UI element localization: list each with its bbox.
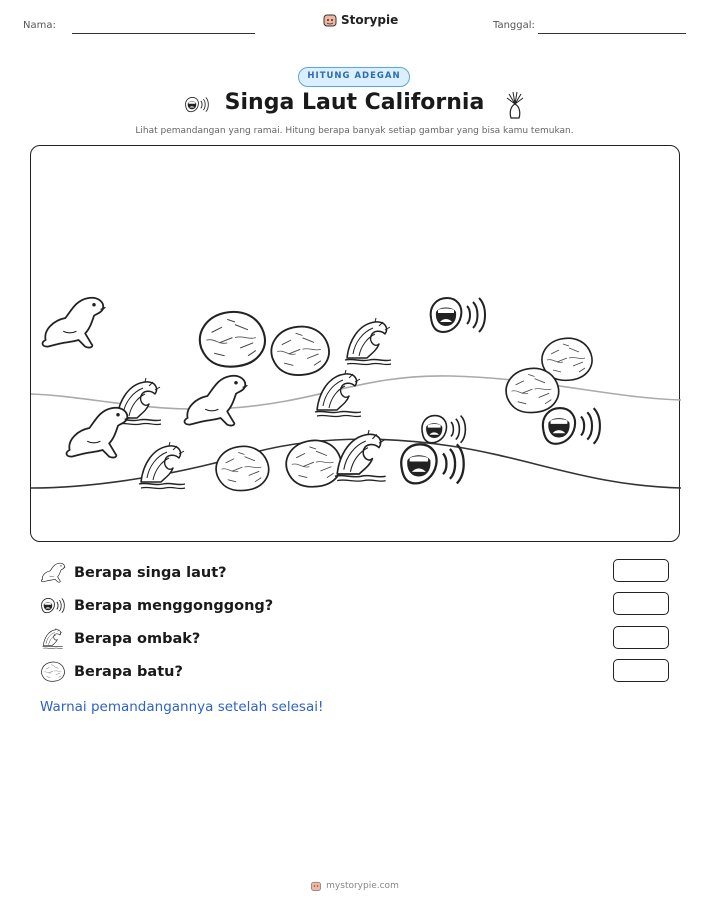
rock-icon — [40, 661, 66, 683]
answer-box-barks[interactable] — [613, 592, 669, 615]
question-waves — [40, 627, 200, 651]
instructions: Lihat pemandangan yang ramai. Hitung berapa banyak setiap gambar yang bisa kamu temukan. — [135, 126, 574, 136]
sea-lion — [185, 376, 247, 426]
sea-anemone-icon — [505, 90, 525, 120]
date-label: Tanggal: — [493, 20, 535, 31]
storypie-logo-icon — [310, 880, 322, 892]
wave — [315, 370, 361, 417]
rock — [271, 327, 329, 375]
sea-lion — [67, 408, 129, 458]
brand-name: Storypie — [341, 13, 399, 27]
question-text: Berapa menggonggong? — [74, 598, 274, 614]
question-text: Berapa singa laut? — [74, 565, 227, 581]
counting-scene — [30, 145, 680, 542]
bark — [431, 298, 485, 332]
answer-box-waves[interactable] — [613, 626, 669, 649]
question-text: Berapa ombak? — [74, 631, 201, 647]
sea-lion — [43, 298, 105, 348]
question-text: Berapa batu? — [74, 664, 183, 680]
wave — [345, 318, 391, 365]
date-field[interactable] — [538, 33, 686, 34]
footer-url: mystorypie.com — [326, 881, 399, 891]
bark — [401, 444, 463, 483]
coloring-note: Warnai pemandangannya setelah selesai! — [40, 699, 324, 715]
rock — [286, 440, 341, 486]
answer-box-sea-lions[interactable] — [613, 559, 669, 582]
question-sea-lions — [40, 561, 227, 585]
question-barks — [40, 594, 273, 618]
bark — [422, 416, 465, 443]
rock — [506, 368, 559, 412]
bark — [543, 408, 600, 444]
wave-icon — [40, 628, 66, 650]
answer-box-rocks[interactable] — [613, 659, 669, 682]
sea-lion-icon — [40, 562, 66, 584]
name-field[interactable] — [72, 33, 255, 34]
scene-illustration — [31, 146, 681, 543]
storypie-logo-icon — [322, 12, 338, 28]
wave — [139, 442, 185, 489]
question-rocks — [40, 660, 183, 684]
rock — [200, 312, 265, 367]
wave — [335, 430, 386, 481]
activity-badge: HITUNG ADEGAN — [298, 67, 410, 87]
name-label: Nama: — [23, 20, 56, 31]
brand-logo — [322, 12, 398, 28]
rock — [216, 446, 269, 490]
bark-icon — [40, 595, 66, 617]
page-title: Singa Laut California — [224, 90, 485, 115]
footer — [0, 880, 709, 892]
